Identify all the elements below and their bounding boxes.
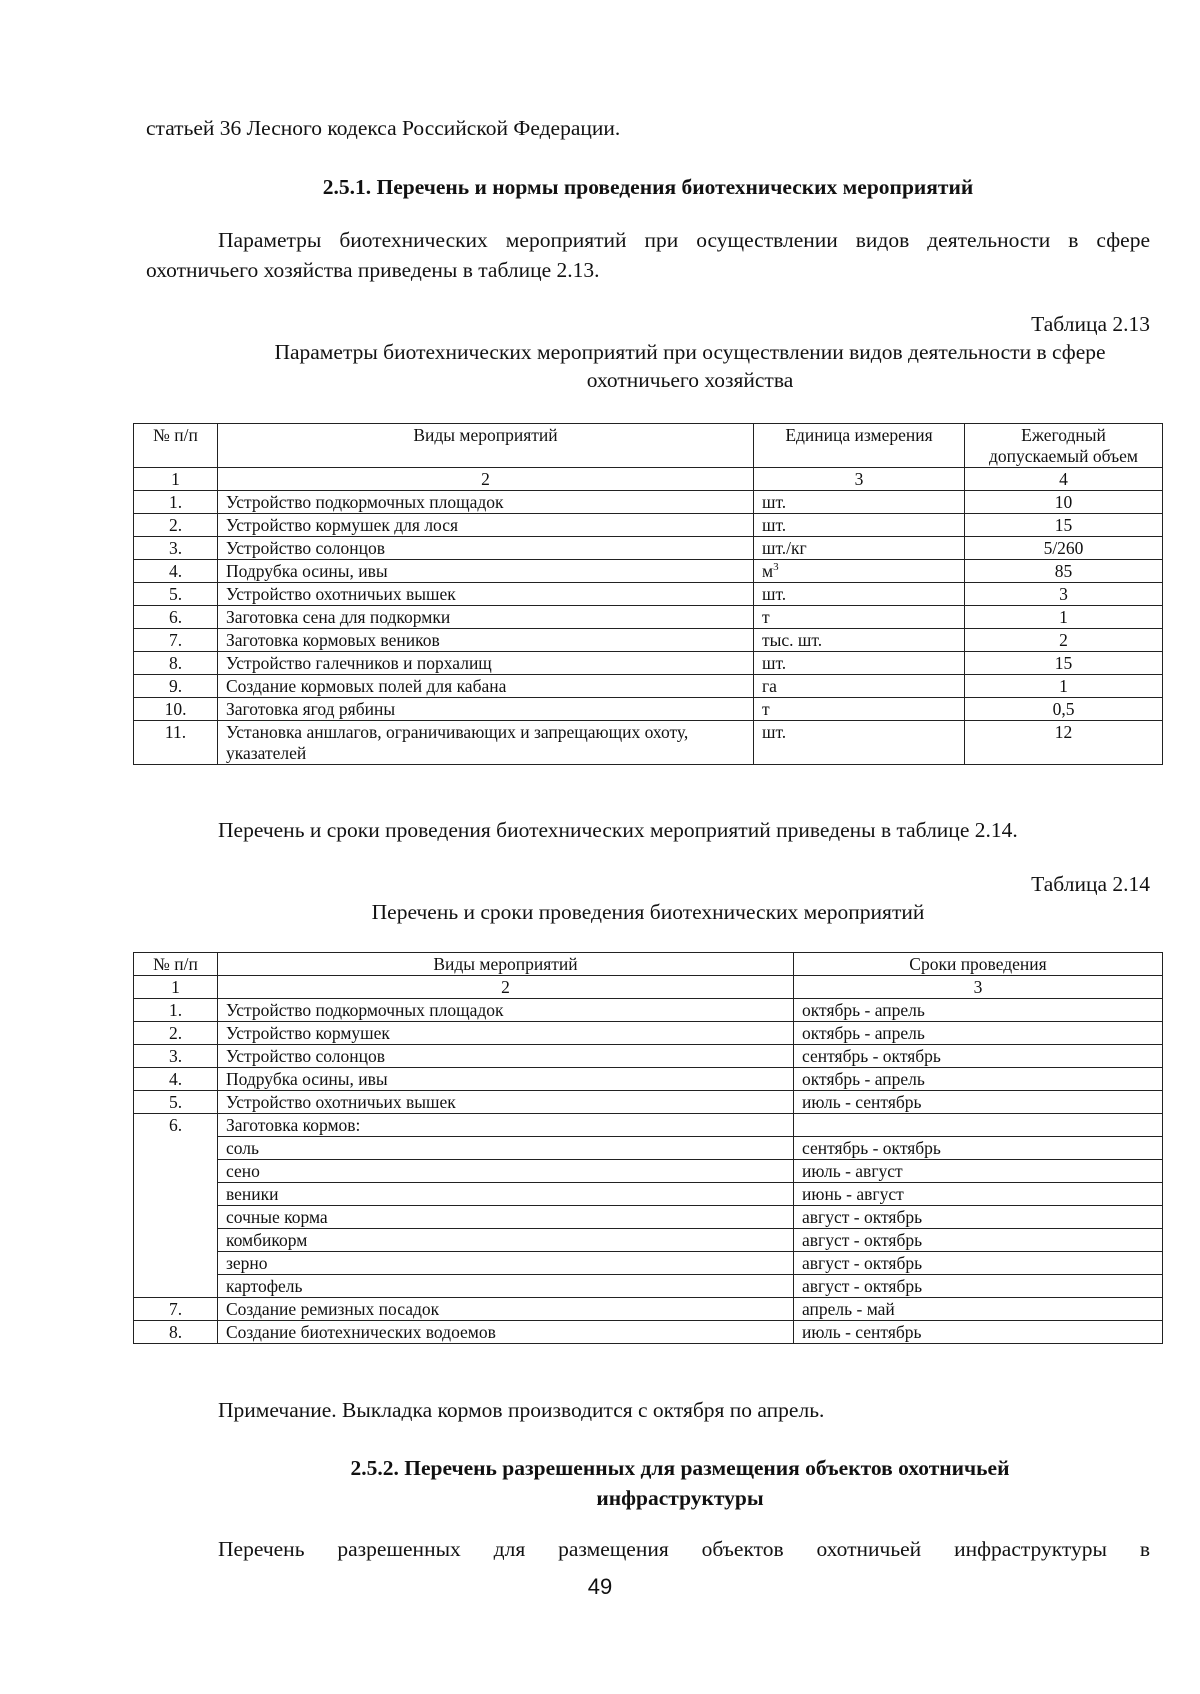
table-cell [754, 583, 965, 606]
table-cell: 3. [134, 537, 218, 560]
column-number: 1 [134, 468, 218, 491]
table-cell [754, 629, 965, 652]
table-cell [754, 560, 965, 583]
table-row [134, 1091, 1163, 1114]
section-2-5-1-heading: 2.5.1. Перечень и нормы проведения биотехнических мероприятий [322, 175, 974, 199]
table-cell: Заготовка сена для подкормки [218, 606, 754, 629]
table-cell: 3. [134, 1045, 218, 1068]
table-row [134, 1275, 1163, 1298]
table-cell: 7. [134, 1298, 218, 1321]
table-cell: 1. [134, 999, 218, 1022]
table-cell [754, 652, 965, 675]
table-cell [754, 537, 965, 560]
table-cell: 6. [134, 606, 218, 629]
unit-text: м [762, 561, 774, 581]
table-cell: Устройство подкормочных площадок [218, 999, 794, 1022]
unit-text: т [762, 607, 770, 627]
table-row [134, 1183, 1163, 1206]
table-row [134, 1298, 1163, 1321]
table-cell [754, 675, 965, 698]
table-cell: август - октябрь [794, 1206, 1163, 1229]
unit-text: шт. [762, 492, 787, 512]
table-cell: Заготовка кормовых веников [218, 629, 754, 652]
table-2-14 [133, 952, 1163, 1344]
table-row [134, 1252, 1163, 1275]
table-cell: сочные корма [218, 1206, 794, 1229]
column-number: 2 [218, 976, 794, 999]
table-cell: октябрь - апрель [794, 1068, 1163, 1091]
table-cell: июль - сентябрь [794, 1091, 1163, 1114]
table-cell: 3 [965, 583, 1163, 606]
table-row [134, 1022, 1163, 1045]
section-2-5-2-heading: 2.5.2. Перечень разрешенных для размещения объектов охотничьей инфраструктуры [350, 1456, 1010, 1510]
section-2-5-2-paragraph: Перечень разрешенных для размещения объектов охотничьей инфраструктуры в [218, 1537, 1150, 1561]
unit-text: шт. [762, 515, 787, 535]
column-number-row [134, 468, 1163, 491]
table-cell: Создание кормовых полей для кабана [218, 675, 754, 698]
unit-text: шт. [762, 722, 787, 742]
table-cell: Устройство кормушек [218, 1022, 794, 1045]
table-row [134, 1160, 1163, 1183]
table-cell: 4. [134, 560, 218, 583]
table-cell: 9. [134, 675, 218, 698]
table-header-row [134, 424, 1163, 468]
unit-text: га [762, 676, 777, 696]
table-cell: 7. [134, 629, 218, 652]
header-cell: Единица измерения [754, 424, 965, 468]
table-cell [754, 606, 965, 629]
table-cell: октябрь - апрель [794, 1022, 1163, 1045]
unit-text: тыс. шт. [762, 630, 823, 650]
column-number: 2 [218, 468, 754, 491]
table-row [134, 606, 1163, 629]
table-row [134, 1321, 1163, 1344]
table-cell: 2. [134, 514, 218, 537]
table-row [134, 537, 1163, 560]
table-cell: Подрубка осины, ивы [218, 560, 754, 583]
table-cell: соль [218, 1137, 794, 1160]
table-cell: комбикорм [218, 1229, 794, 1252]
column-number: 3 [754, 468, 965, 491]
table-cell: веники [218, 1183, 794, 1206]
table-row [134, 1206, 1163, 1229]
table-cell: 12 [965, 721, 1163, 765]
table-cell: зерно [218, 1252, 794, 1275]
table-cell: 8. [134, 1321, 218, 1344]
table-cell: 10 [965, 491, 1163, 514]
table-cell: Заготовка ягод рябины [218, 698, 754, 721]
header-cell: Ежегодный допускаемый объем [965, 424, 1163, 468]
table-row [134, 721, 1163, 765]
table-cell: 5. [134, 583, 218, 606]
unit-superscript: 3 [773, 561, 779, 573]
table-cell: 6. [134, 1114, 218, 1298]
header-cell: № п/п [134, 953, 218, 976]
table-cell: апрель - май [794, 1298, 1163, 1321]
table-cell: 4. [134, 1068, 218, 1091]
table-cell [754, 721, 965, 765]
header-cell: Сроки проведения [794, 953, 1163, 976]
table-cell: 5/260 [965, 537, 1163, 560]
table-row [134, 583, 1163, 606]
table-cell: Подрубка осины, ивы [218, 1068, 794, 1091]
table-cell: Создание ремизных посадок [218, 1298, 794, 1321]
table-row [134, 560, 1163, 583]
table-2-13-label: Таблица 2.13 [1031, 312, 1150, 336]
table-2-13-title: Параметры биотехнических мероприятий при осуществлении видов деятельности в сфере охотничьего хозяйства [274, 340, 1106, 392]
unit-text: шт./кг [762, 538, 807, 558]
table-cell: август - октябрь [794, 1275, 1163, 1298]
table-cell: июль - сентябрь [794, 1321, 1163, 1344]
table-cell: 1 [965, 606, 1163, 629]
table-cell: июль - август [794, 1160, 1163, 1183]
section-2-5-1-paragraph: Параметры биотехнических мероприятий при осуществлении видов деятельности в сфере охотничьего хозяйства приведены в таблице 2.13. [146, 228, 1150, 282]
table-cell: август - октябрь [794, 1229, 1163, 1252]
table-cell: 15 [965, 652, 1163, 675]
feeding-note: Примечание. Выкладка кормов производится с октября по апрель. [218, 1398, 825, 1422]
table-row [134, 491, 1163, 514]
unit-text: шт. [762, 584, 787, 604]
column-number: 4 [965, 468, 1163, 491]
table-row [134, 675, 1163, 698]
table-cell: 85 [965, 560, 1163, 583]
unit-text: т [762, 699, 770, 719]
table-cell: Устройство охотничьих вышек [218, 583, 754, 606]
column-number: 1 [134, 976, 218, 999]
table-cell: Устройство солонцов [218, 1045, 794, 1068]
page-number: 49 [587, 1574, 613, 1599]
table-row [134, 999, 1163, 1022]
table-cell: сентябрь - октябрь [794, 1045, 1163, 1068]
header-cell: Виды мероприятий [218, 424, 754, 468]
table-cell: Заготовка кормов: [218, 1114, 794, 1137]
table-cell: 15 [965, 514, 1163, 537]
header-cell: Виды мероприятий [218, 953, 794, 976]
table-2-14-intro: Перечень и сроки проведения биотехнических мероприятий приведены в таблице 2.14. [218, 818, 1018, 842]
table-cell: 1. [134, 491, 218, 514]
table-cell: 8. [134, 652, 218, 675]
table-cell: Устройство охотничьих вышек [218, 1091, 794, 1114]
table-2-14-label: Таблица 2.14 [1031, 872, 1150, 896]
table-cell: Устройство солонцов [218, 537, 754, 560]
column-number-row [134, 976, 1163, 999]
table-cell: октябрь - апрель [794, 999, 1163, 1022]
table-cell: Установка аншлагов, ограничивающих и запрещающих охоту, указателей [218, 721, 754, 765]
table-cell: август - октябрь [794, 1252, 1163, 1275]
table-cell: сентябрь - октябрь [794, 1137, 1163, 1160]
table-2-14-title: Перечень и сроки проведения биотехнических мероприятий [371, 900, 925, 924]
table-cell: 10. [134, 698, 218, 721]
table-cell: сено [218, 1160, 794, 1183]
header-cell: № п/п [134, 424, 218, 468]
table-row [134, 629, 1163, 652]
table-cell: Устройство галечников и порхалищ [218, 652, 754, 675]
table-row [134, 1229, 1163, 1252]
table-row [134, 1114, 1163, 1137]
table-row [134, 1068, 1163, 1091]
table-cell [754, 698, 965, 721]
table-cell: Создание биотехнических водоемов [218, 1321, 794, 1344]
unit-text: шт. [762, 653, 787, 673]
table-header-row [134, 953, 1163, 976]
table-cell: 1 [965, 675, 1163, 698]
column-number: 3 [794, 976, 1163, 999]
table-2-13 [133, 423, 1163, 765]
table-cell: картофель [218, 1275, 794, 1298]
table-cell: Устройство подкормочных площадок [218, 491, 754, 514]
table-cell: 2 [965, 629, 1163, 652]
table-row [134, 514, 1163, 537]
intro-line: статьей 36 Лесного кодекса Российской Федерации. [146, 116, 621, 140]
table-cell: 5. [134, 1091, 218, 1114]
table-cell: 0,5 [965, 698, 1163, 721]
table-cell: 11. [134, 721, 218, 765]
table-cell: Устройство кормушек для лося [218, 514, 754, 537]
table-cell: 2. [134, 1022, 218, 1045]
table-row [134, 1045, 1163, 1068]
table-cell [754, 514, 965, 537]
table-cell [794, 1114, 1163, 1137]
table-cell [754, 491, 965, 514]
table-row [134, 652, 1163, 675]
table-cell: июнь - август [794, 1183, 1163, 1206]
table-row [134, 1137, 1163, 1160]
table-row [134, 698, 1163, 721]
